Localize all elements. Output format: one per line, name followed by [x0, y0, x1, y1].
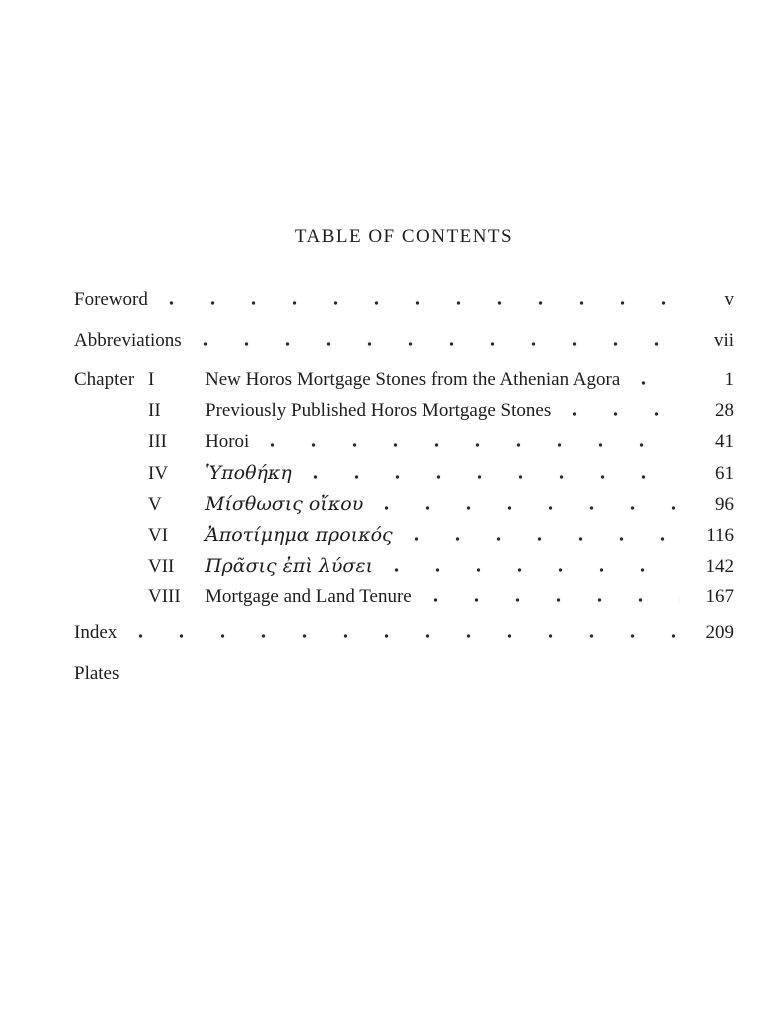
dot-leader — [415, 598, 680, 602]
dot-leader — [366, 506, 680, 510]
chapter-numeral: VI — [148, 525, 169, 546]
toc-row-chapter-5 — [74, 493, 734, 515]
dot-leader — [396, 537, 680, 541]
entry-label: Abbreviations — [74, 330, 182, 351]
toc-row-abbreviations — [74, 330, 734, 352]
dot-leader — [252, 443, 680, 447]
toc-row-index — [74, 622, 734, 644]
page-number: 28 — [715, 400, 734, 421]
chapter-title: Πρᾶσις ἐπὶ λύσει — [205, 555, 374, 577]
page-title: TABLE OF CONTENTS — [294, 226, 514, 247]
page-number: 209 — [705, 622, 734, 643]
dot-leader — [185, 342, 680, 346]
page-number: 116 — [706, 525, 734, 546]
chapter-title: New Horos Mortgage Stones from the Athenian Agora — [205, 369, 621, 390]
dot-leader — [554, 412, 680, 416]
chapter-prefix: Chapter — [74, 369, 135, 390]
page-number: v — [724, 289, 734, 310]
chapter-title: Ἀποτίμημα προικός — [205, 524, 393, 546]
page-number: 41 — [715, 431, 734, 452]
toc-row-chapter-6 — [74, 524, 734, 546]
page-number: 96 — [715, 494, 734, 515]
dot-leader — [295, 475, 680, 479]
chapter-title: Horoi — [205, 431, 250, 452]
toc-row-chapter-3 — [74, 431, 734, 453]
entry-label: Index — [74, 622, 118, 643]
chapter-numeral: VII — [148, 556, 175, 577]
chapter-numeral: V — [148, 494, 162, 515]
chapter-title: Ὑποθήκη — [205, 462, 292, 484]
chapter-numeral: IV — [148, 463, 169, 484]
entry-label: Foreword — [74, 289, 148, 310]
chapter-numeral: III — [148, 431, 167, 452]
toc-row-plates — [74, 663, 734, 685]
dot-leader — [623, 381, 680, 385]
chapter-title: Mortgage and Land Tenure — [205, 586, 412, 607]
chapter-title: Μίσθωσις οἴκου — [205, 493, 364, 515]
page-number: 1 — [724, 369, 734, 390]
toc-row-chapter-4 — [74, 462, 734, 484]
toc-row-chapter-7 — [74, 555, 734, 577]
table-of-contents — [74, 226, 734, 694]
chapter-numeral: II — [148, 400, 161, 421]
dot-leader — [151, 301, 680, 305]
toc-row-chapter-8 — [74, 586, 734, 608]
chapter-numeral: VIII — [148, 586, 181, 607]
chapter-numeral: I — [148, 369, 155, 390]
dot-leader — [376, 568, 680, 572]
chapter-title: Previously Published Horos Mortgage Stones — [205, 400, 552, 421]
page-number: 167 — [705, 586, 734, 607]
page-number: 61 — [715, 463, 734, 484]
page-number: vii — [713, 330, 734, 351]
page-number: 142 — [705, 556, 734, 577]
dot-leader — [120, 634, 680, 638]
toc-row-foreword — [74, 289, 734, 311]
toc-row-chapter-1 — [74, 369, 734, 391]
toc-row-chapter-2 — [74, 400, 734, 422]
entry-label: Plates — [74, 663, 120, 684]
